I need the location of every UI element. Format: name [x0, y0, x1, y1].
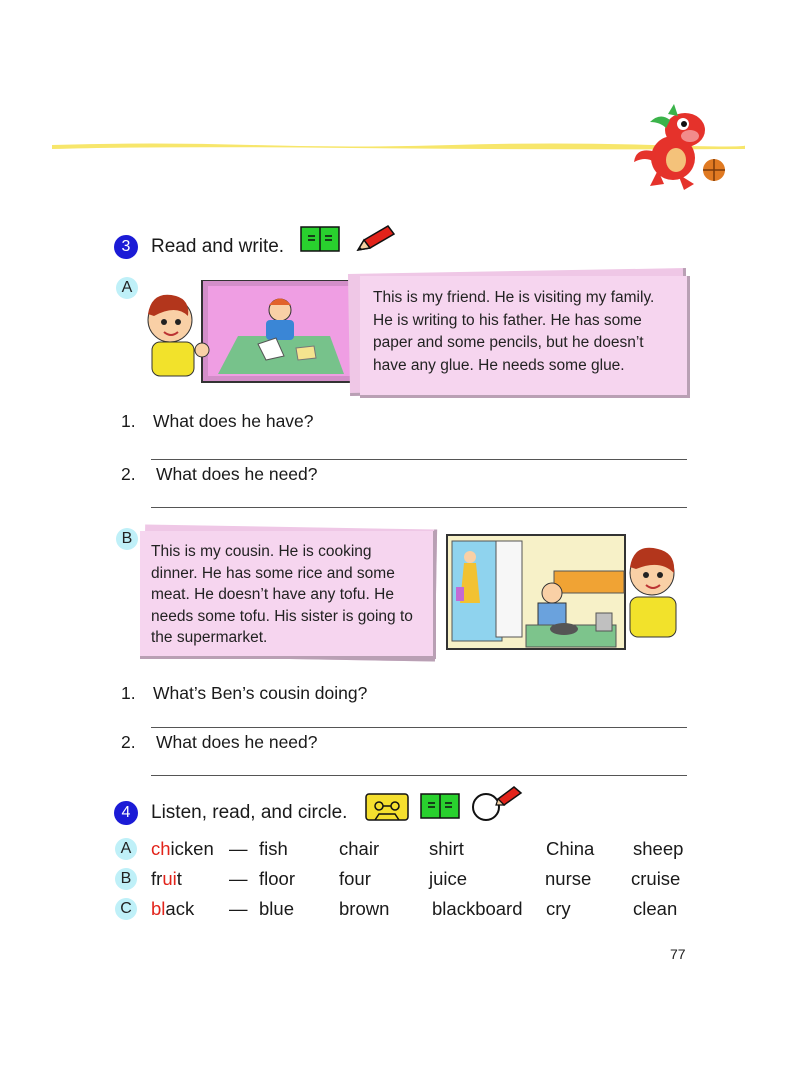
dash: — [229, 868, 248, 889]
word-option[interactable]: sheep [633, 838, 684, 859]
text-line: This is my friend. He is visiting my family. [373, 289, 655, 306]
question-number: 2. [121, 464, 136, 484]
cassette-icon [365, 793, 409, 821]
word-option[interactable]: China [546, 838, 595, 859]
key-word [151, 898, 194, 920]
section-title: Listen, read, and circle. [151, 802, 348, 823]
answer-line[interactable] [151, 775, 687, 776]
cooking-boy-illustration [446, 533, 689, 651]
text-line: This is my cousin. He is cooking [151, 543, 372, 560]
text-line: He is writing to his father. He has some [373, 311, 642, 329]
word-rest: icken [170, 838, 214, 859]
word-option[interactable]: cry [546, 898, 571, 919]
word-option[interactable]: cruise [631, 868, 681, 889]
writing-boy-illustration [130, 280, 360, 384]
dragon-mascot-icon [628, 100, 738, 195]
word-option[interactable]: blackboard [432, 898, 523, 919]
word-option[interactable]: chair [339, 838, 380, 859]
highlighted-letters: ch [151, 838, 171, 859]
reading-text-b [140, 531, 436, 659]
question-text: What does he have? [153, 411, 314, 431]
answer-line[interactable] [151, 507, 687, 508]
word-rest: ack [165, 898, 195, 919]
circle-pencil-icon [470, 783, 524, 823]
page-number: 77 [670, 946, 686, 962]
row-letter: C [115, 898, 137, 920]
highlighted-letters: ui [162, 868, 177, 889]
dash: — [229, 838, 248, 859]
word-option[interactable]: blue [259, 898, 294, 919]
text-line: paper and some pencils, but he doesn’t [373, 334, 644, 351]
section-number-badge: 3 [114, 235, 138, 259]
word-option[interactable]: clean [633, 898, 678, 919]
key-word [151, 868, 182, 890]
book-icon [300, 226, 340, 252]
word-prefix: fr [151, 868, 163, 889]
row-letter: B [115, 868, 137, 890]
section-number-badge: 4 [114, 801, 138, 825]
book-icon [420, 793, 460, 819]
section-title: Read and write. [151, 236, 285, 257]
text-line: needs some tofu. His sister is going to [151, 607, 413, 625]
pencil-icon [354, 222, 398, 254]
question-number: 1. [121, 411, 136, 431]
word-option[interactable]: brown [339, 898, 390, 919]
highlighted-letters: bl [151, 898, 166, 919]
key-word [151, 838, 214, 860]
part-a-letter: A [116, 277, 138, 299]
text-line: have any glue. He needs some glue. [373, 356, 625, 374]
word-option[interactable]: four [339, 868, 371, 889]
answer-line[interactable] [151, 459, 687, 460]
text-line: meat. He doesn’t have any tofu. He [151, 586, 394, 603]
question-text: What does he need? [156, 464, 318, 484]
dash: — [229, 898, 248, 919]
row-letter: A [115, 838, 137, 860]
question-text: What’s Ben’s cousin doing? [153, 683, 368, 703]
word-option[interactable]: floor [259, 868, 295, 889]
word-option[interactable]: juice [429, 868, 468, 889]
question-number: 2. [121, 732, 136, 752]
part-b-letter: B [116, 528, 138, 550]
text-line: dinner. He has some rice and some [151, 564, 395, 582]
word-option[interactable]: nurse [545, 868, 592, 889]
reading-text-a [360, 276, 690, 398]
answer-line[interactable] [151, 727, 687, 728]
text-line: the supermarket. [151, 629, 268, 646]
question-number: 1. [121, 683, 136, 703]
word-option[interactable]: fish [259, 838, 288, 859]
word-option[interactable]: shirt [429, 838, 464, 859]
word-rest: t [176, 868, 182, 889]
question-text: What does he need? [156, 732, 318, 752]
